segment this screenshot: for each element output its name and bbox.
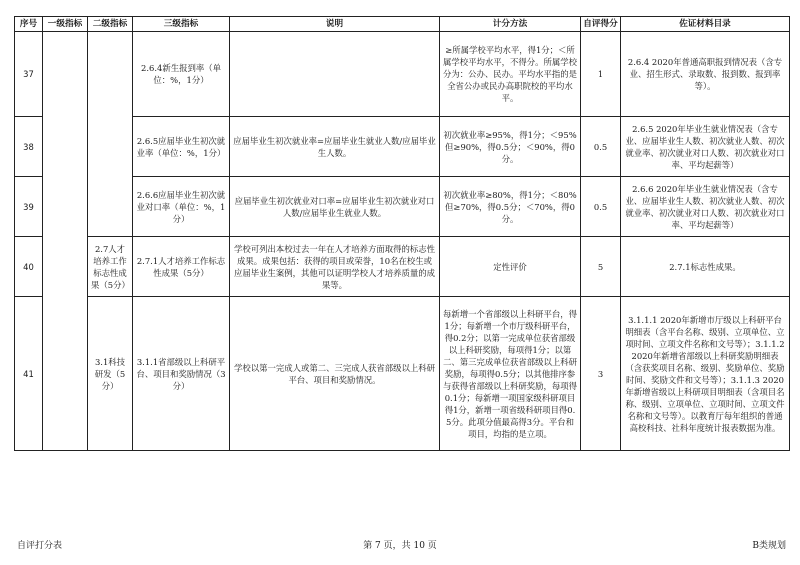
evidence-cell: 2.7.1标志性成果。 xyxy=(621,237,790,297)
footer-right: B类规划 xyxy=(752,541,786,551)
scoring-cell: 定性评价 xyxy=(440,237,581,297)
self-score-cell: 3 xyxy=(581,297,621,451)
self-score-cell: 0.5 xyxy=(581,177,621,237)
header-row xyxy=(15,17,790,32)
row-number: 40 xyxy=(15,237,43,297)
row-number: 37 xyxy=(15,32,43,117)
header-evidence: 佐证材料目录 xyxy=(621,17,790,32)
level3-cell: 2.7.1人才培养工作标志性成果（5分） xyxy=(133,237,230,297)
footer-left: 自评打分表 xyxy=(17,541,63,551)
description-cell: 学校以第一完成人或第二、三完成人获省部级以上科研平台、项目和奖励情况。 xyxy=(230,297,440,451)
header-level1: 一级指标 xyxy=(43,17,88,32)
self-score-cell: 0.5 xyxy=(581,117,621,177)
scoring-cell: ≥所属学校平均水平，得1分；＜所属学校平均水平，不得分。所属学校分为：公办、民办。平均水平指的是全省公办或民办高职院校的平均水平。 xyxy=(440,32,581,117)
self-score-cell: 5 xyxy=(581,237,621,297)
evidence-cell: 2.6.6 2020年毕业生就业情况表（含专业、应届毕业生人数、初次就业人数、初次就业率、初次就业对口人数、初次就业对口率、平均起薪等） xyxy=(621,177,790,237)
evidence-cell: 3.1.1.1 2020年新增市厅级以上科研平台明细表（含平台名称、级别、立项单位、立项时间、立项文件名称和文号等）；3.1.1.2 2020年新增省部级以上科研奖励明细表（含获奖项目名称、级别、奖励单位、奖励时间、奖励文件和文号等）；3.1.1.3 2020年新增省级以上科研项目明细表（含项目名称、级别、立项单位、立项时间、立项文件名称和文号等）。以教育厅每年组织的普通高校科技、社科年度统计报表数据为准。 xyxy=(621,297,790,451)
table-row xyxy=(15,237,790,297)
header-description: 说明 xyxy=(230,17,440,32)
scoring-cell: 初次就业率≥95%，得1分；＜95%但≥90%，得0.5分；＜90%，得0分。 xyxy=(440,117,581,177)
level3-cell: 2.6.5应届毕业生初次就业率（单位：%，1分） xyxy=(133,117,230,177)
header-self-score: 自评得分 xyxy=(581,17,621,32)
level2-cell: 3.1科技研发（5分） xyxy=(88,297,133,451)
page-number: 第 7 页，共 10 页 xyxy=(363,541,437,551)
evidence-cell: 2.6.4 2020年普通高职报到情况表（含专业、招生形式、录取数、报到数、报到率等）。 xyxy=(621,32,790,117)
header-no: 序号 xyxy=(15,17,43,32)
level3-cell: 2.6.4新生报到率（单位：%，1分） xyxy=(133,32,230,117)
header-scoring: 计分方法 xyxy=(440,17,581,32)
description-cell: 应届毕业生初次就业率=应届毕业生就业人数/应届毕业生人数。 xyxy=(230,117,440,177)
level2-cell xyxy=(88,32,133,237)
description-cell: 学校可列出本校过去一年在人才培养方面取得的标志性成果。成果包括：获得的项目或荣誉，10名在校生或应届毕业生案例，其他可以证明学校人才培养质量的成果等。 xyxy=(230,237,440,297)
scoring-cell: 每新增一个省部级以上科研平台，得1分；每新增一个市厅级科研平台，得0.2分；以第一完成单位获省部级以上科研奖励，每项得1分；以第二、第三完成单位获省部级以上科研奖励，每项得0.5分；以其他排序参与获得省部级以上科研奖励，每项得0.1分；每新增一项国家级科研项目得1分，新增一项省级科研项目得0.5分。此项分值最高得3分。平台和项目，均指的是立项。 xyxy=(440,297,581,451)
self-score-cell: 1 xyxy=(581,32,621,117)
evidence-cell: 2.6.5 2020年毕业生就业情况表（含专业、应届毕业生人数、初次就业人数、初次就业率、初次就业对口人数、初次就业对口率、平均起薪等） xyxy=(621,117,790,177)
evaluation-table xyxy=(14,16,790,451)
table-row xyxy=(15,32,790,117)
level2-cell: 2.7人才培养工作标志性成果（5分） xyxy=(88,237,133,297)
row-number: 38 xyxy=(15,117,43,177)
description-cell xyxy=(230,32,440,117)
header-level2: 二级指标 xyxy=(88,17,133,32)
row-number: 39 xyxy=(15,177,43,237)
row-number: 41 xyxy=(15,297,43,451)
level3-cell: 3.1.1省部级以上科研平台、项目和奖励情况（3分） xyxy=(133,297,230,451)
level3-cell: 2.6.6应届毕业生初次就业对口率（单位：%，1分） xyxy=(133,177,230,237)
scoring-cell: 初次就业率≥80%，得1分；＜80%但≥70%，得0.5分；＜70%，得0分。 xyxy=(440,177,581,237)
description-cell: 应届毕业生初次就业对口率=应届毕业生初次就业对口人数/应届毕业生就业人数。 xyxy=(230,177,440,237)
table-row xyxy=(15,297,790,451)
level1-cell xyxy=(43,32,88,451)
header-level3: 三级指标 xyxy=(133,17,230,32)
